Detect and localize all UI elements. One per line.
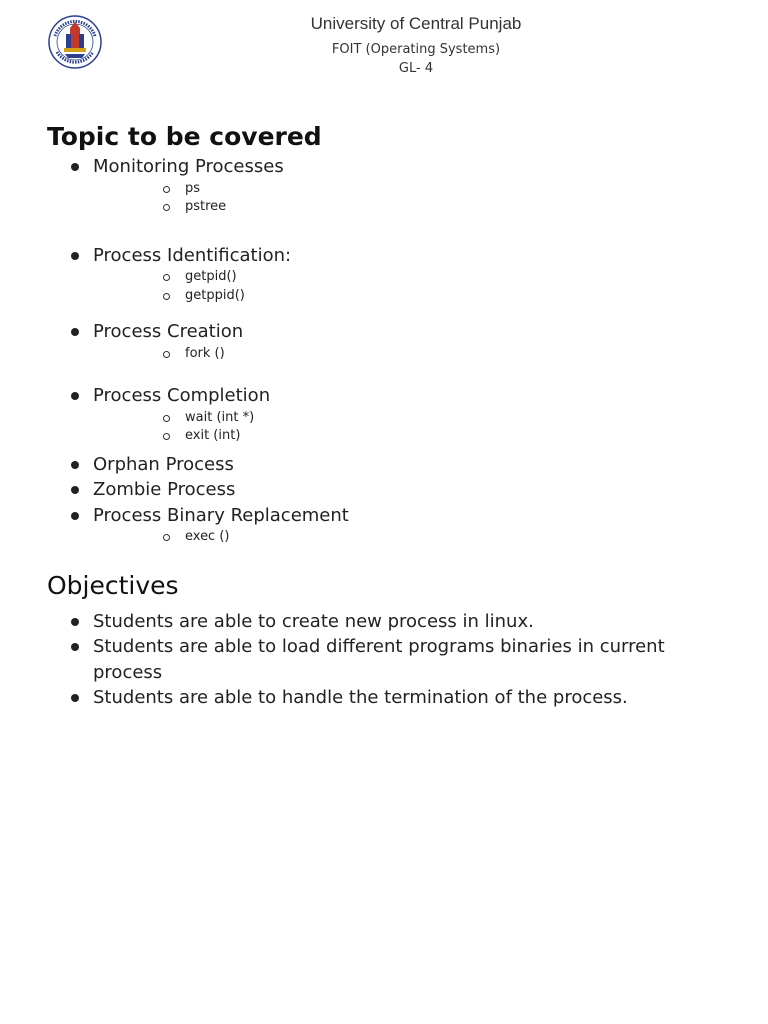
course-title: FOIT (Operating Systems)	[331, 42, 501, 57]
topic-label: Process Identification:	[93, 244, 292, 266]
subtopic-list	[93, 528, 727, 547]
topic-label: Process Creation	[93, 321, 244, 342]
topics-list	[47, 154, 727, 547]
university-name: University of Central Punjab	[310, 14, 522, 33]
subtopic-item: exec ()	[93, 528, 727, 547]
objective-item: Students are able to load different programs binaries in current process	[47, 634, 727, 685]
page-header	[0, 0, 768, 90]
subtopic-item: getpid()	[93, 268, 727, 287]
subtopic-item: exit (int)	[93, 427, 727, 446]
topic-label: Process Completion	[93, 385, 271, 406]
subtopic-item: pstree	[93, 198, 727, 217]
topic-item	[47, 319, 727, 363]
topic-label: Zombie Process	[93, 479, 236, 500]
subtopic-list	[93, 345, 727, 364]
spacer	[47, 305, 727, 319]
objectives-list	[47, 609, 727, 711]
spacer	[47, 217, 727, 243]
subtopic-list	[93, 409, 727, 446]
subtopic-item: fork ()	[93, 345, 727, 364]
subtopic-list	[93, 180, 727, 217]
spacer	[47, 547, 727, 569]
topic-item	[47, 503, 727, 547]
topic-label: Orphan Process	[93, 453, 234, 475]
subtopic-item: getppid()	[93, 287, 727, 306]
subtopic-list	[93, 268, 727, 305]
objective-item: Students are able to create new process in linux.	[47, 609, 727, 635]
topic-item	[47, 383, 727, 446]
topic-item	[47, 452, 727, 478]
spacer	[47, 363, 727, 383]
objectives-heading: Objectives	[47, 570, 179, 600]
university-seal-logo	[45, 14, 105, 70]
topic-label: Monitoring Processes	[93, 156, 284, 177]
objective-item: Students are able to handle the termination of the process.	[47, 685, 727, 711]
subtopic-item: wait (int *)	[93, 409, 727, 428]
subtopic-item: ps	[93, 180, 727, 199]
group-label: GL- 4	[398, 61, 434, 76]
topic-item	[47, 154, 727, 217]
topic-item	[47, 243, 727, 306]
document-body	[47, 120, 727, 711]
topic-item	[47, 477, 727, 503]
topics-heading: Topic to be covered	[47, 122, 322, 151]
topic-label: Process Binary Replacement	[93, 504, 349, 526]
